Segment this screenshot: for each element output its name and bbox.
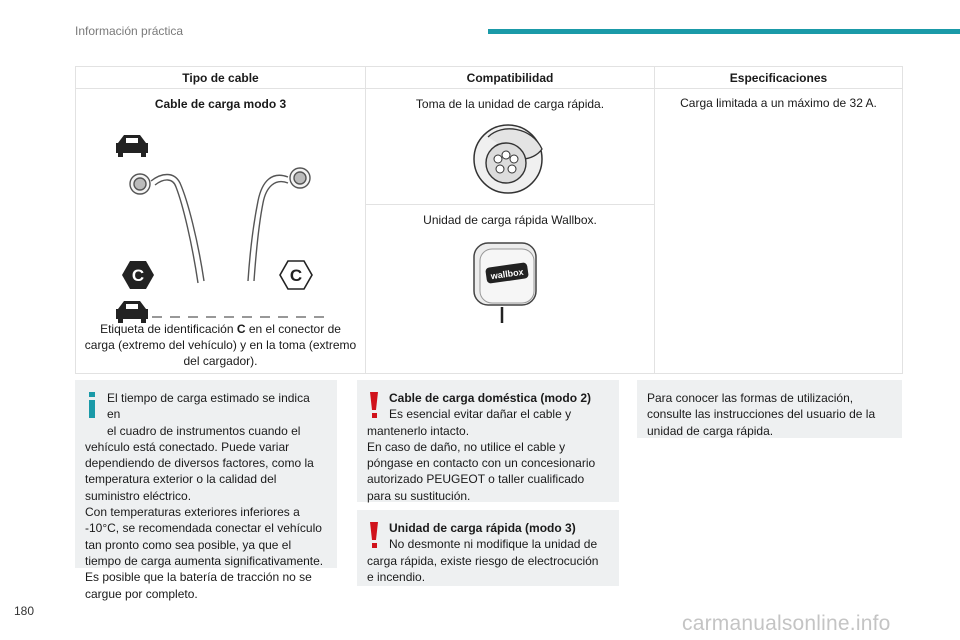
compat-wallbox: Unidad de carga rápida Wallbox. wallbox [366, 205, 654, 373]
car-icon [116, 301, 148, 323]
warning-icon [369, 392, 379, 418]
warning-note-mode2: Cable de carga doméstica (modo 2) Es esencial evitar dañar el cable y mantenerlo intacto. En caso de daño, no utilice el cable y póngase en contacto con un concesionario autorizado PEUGEOT o taller cualificado para su sustitución. [357, 380, 619, 502]
header-accent-bar [488, 29, 960, 34]
info-icon [87, 392, 97, 418]
cable-type-cell [76, 89, 366, 374]
column-header: Tipo de cable [76, 67, 366, 89]
label-c-badge-icon [122, 261, 154, 289]
watermark: carmanualsonline.info [682, 612, 891, 635]
warning-note-mode3: Unidad de carga rápida (modo 3) No desmonte ni modifique la unidad de carga rápida, existe riesgo de electrocución e incendio. [357, 510, 619, 586]
compatibility-cell [366, 89, 655, 374]
page-number: 180 [14, 604, 35, 618]
cable-caption: Etiqueta de identificación C en el conector de carga (extremo del vehículo) y en la toma (extremo del cargador). [84, 322, 357, 368]
section-title: Información práctica [75, 24, 184, 38]
usage-note: Para conocer las formas de utilización, consulte las instrucciones del usuario de la unidad de carga rápida. [637, 380, 902, 438]
cable-title: Cable de carga modo 3 [154, 97, 287, 111]
label-letter: C [289, 266, 303, 285]
wallbox-brand-label: wallbox [490, 266, 525, 282]
label-letter: C [131, 266, 145, 285]
warning-icon [369, 522, 379, 548]
column-header: Especificaciones [655, 67, 903, 89]
label-c-badge-outline-icon [280, 261, 312, 289]
table-header-row [76, 67, 903, 89]
specification-cell: Carga limitada a un máximo de 32 A. [655, 89, 903, 374]
info-note: El tiempo de carga estimado se indica en el cuadro de instrumentos cuando el vehículo está conectado. Puede variar dependiendo de diversos factores, como la temperatura exterior o la calidad del suministro eléctrico. Con temperaturas exteriores inferiores a -10°C, se recomendada conectar el vehículo tan pronto como sea posible, ya que el tiempo de carga aumenta significativamente. Es posible que la batería de tracción no se cargue por completo. [75, 380, 337, 568]
wallbox-charger-icon [466, 239, 546, 329]
column-header: Compatibilidad [366, 67, 655, 89]
cable-spec-table [75, 66, 903, 374]
compat-socket: Toma de la unidad de carga rápida. [366, 89, 654, 205]
charging-cable-illustration [76, 111, 366, 321]
socket-icon [470, 119, 550, 199]
car-icon [116, 135, 148, 157]
